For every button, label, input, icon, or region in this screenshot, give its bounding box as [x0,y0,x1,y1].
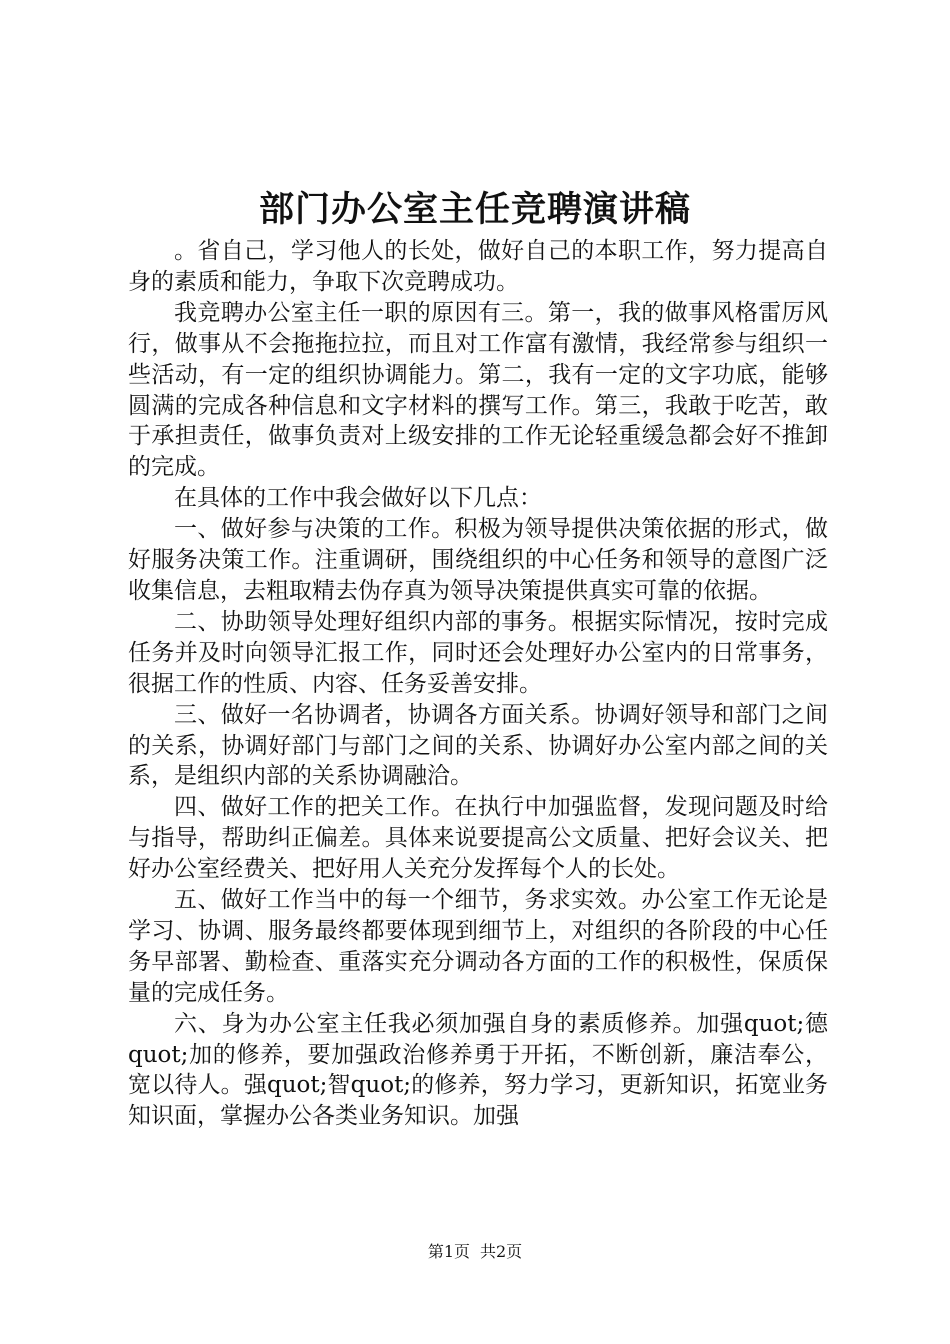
paragraph: 一、做好参与决策的工作。积极为领导提供决策依据的形式，做好服务决策工作。注重调研，围绕组织的中心任务和领导的意图广泛收集信息，去粗取精去伪存真为领导决策提供真实可靠的依据。 [128,516,828,604]
page-footer [0,1241,950,1263]
paragraph: 在具体的工作中我会做好以下几点： [174,485,542,512]
paragraph: 五、做好工作当中的每一个细节，务求实效。办公室工作无论是学习、协调、服务最终都要体现到细节上，对组织的各阶段的中心任务早部署、勤检查、重落实充分调动各方面的工作的积极性，保质保量的完成任务。 [128,887,828,1006]
document-title: 部门办公室主任竞聘演讲稿 [258,189,691,230]
paragraph: 六、身为办公室主任我必须加强自身的素质修养。加强quot;德quot;加的修养，要加强政治修养勇于开拓，不断创新，廉洁奉公，宽以待人。强quot;智quot;的修养，努力学习，更新知识，拓宽业务知识面，掌握办公各类业务知识。加强 [128,1010,828,1130]
paragraph: 三、做好一名协调者，协调各方面关系。协调好领导和部门之间的关系，协调好部门与部门之间的关系、协调好办公室内部之间的关系，是组织内部的关系协调融洽。 [128,701,828,790]
paragraph: 我竞聘办公室主任一职的原因有三。第一，我的做事风格雷厉风行，做事从不会拖拖拉拉，而且对工作富有激情，我经常参与组织一些活动，有一定的组织协调能力。第二，我有一定的文字功底，能够圆满的完成各种信息和文字材料的撰写工作。第三，我敢于吃苦，敢于承担责任，做事负责对上级安排的工作无论轻重缓急都会好不推卸的完成。 [128,299,828,481]
paragraph: 。省自己，学习他人的长处，做好自己的本职工作，努力提高自身的素质和能力，争取下次竞聘成功。 [128,238,828,295]
document-body [128,236,828,1132]
paragraph: 二、协助领导处理好组织内部的事务。根据实际情况，按时完成任务并及时向领导汇报工作，同时还会处理好办公室内的日常事务，很据工作的性质、内容、任务妥善安排。 [128,608,828,697]
page-number-current: 第1页 [427,1242,470,1261]
paragraph: 四、做好工作的把关工作。在执行中加强监督，发现问题及时给与指导，帮助纠正偏差。具体来说要提高公文质量、把好会议关、把好办公室经费关、把好用人关充分发挥每个人的长处。 [128,794,828,883]
page-number-total: 共2页 [480,1242,523,1261]
